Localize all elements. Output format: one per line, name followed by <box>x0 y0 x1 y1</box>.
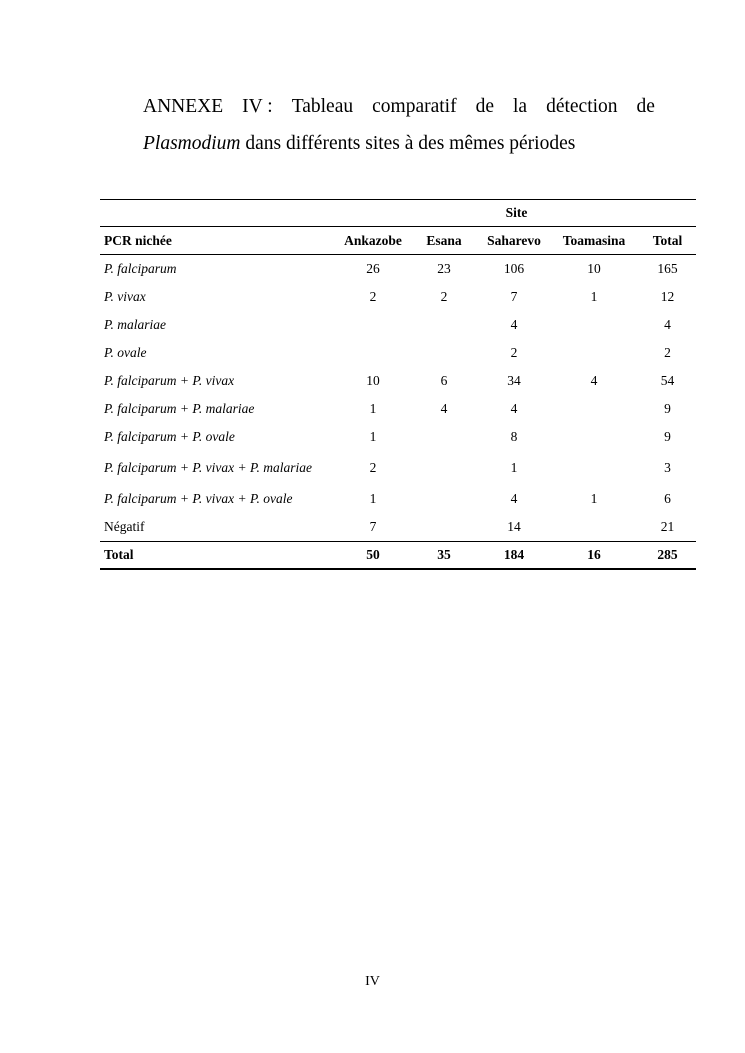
page-number: IV <box>365 974 380 989</box>
row-label: P. ovale <box>104 345 147 360</box>
table-row <box>100 451 696 485</box>
table-row <box>100 423 696 451</box>
cell-ankazobe: 10 <box>366 373 380 388</box>
row-label: P. falciparum + P. vivax <box>104 373 235 388</box>
cell-toamasina <box>549 423 639 451</box>
cell-toamasina <box>549 513 639 542</box>
cell-toamasina: 1 <box>590 491 598 506</box>
detection-table <box>100 199 696 570</box>
cell-ankazobe: 2 <box>369 289 377 304</box>
cell-total: 12 <box>660 289 675 304</box>
cell-saharevo: 14 <box>507 519 521 534</box>
cell-toamasina <box>549 339 639 367</box>
title-word: IV : <box>242 96 273 117</box>
total-esana: 35 <box>409 542 479 570</box>
cell-esana <box>409 423 479 451</box>
cell-toamasina: 1 <box>590 289 598 304</box>
cell-esana: 2 <box>440 289 448 304</box>
cell-total: 21 <box>660 519 675 534</box>
column-header-total: Total <box>639 227 696 255</box>
cell-toamasina <box>549 395 639 423</box>
cell-toamasina <box>549 451 639 485</box>
column-header-pcr: PCR nichée <box>100 227 337 255</box>
column-header-row <box>100 227 696 255</box>
title-word: comparatif <box>372 96 457 117</box>
row-label: P. falciparum + P. malariae <box>104 401 255 416</box>
cell-esana: 6 <box>440 373 448 388</box>
column-header-toamasina: Toamasina <box>549 227 639 255</box>
cell-esana: 23 <box>437 261 451 276</box>
cell-saharevo: 1 <box>510 460 518 475</box>
cell-saharevo: 8 <box>510 429 518 444</box>
row-label: P. falciparum + P. vivax + P. ovale <box>104 491 293 506</box>
total-toamasina: 16 <box>549 542 639 570</box>
cell-esana <box>409 451 479 485</box>
total-grand: 285 <box>639 542 696 570</box>
cell-esana <box>409 339 479 367</box>
table-row <box>100 283 696 311</box>
title-word: ANNEXE <box>143 96 224 117</box>
title-word: Tableau <box>291 96 354 117</box>
cell-ankazobe: 26 <box>366 261 380 276</box>
title-genus: Plasmodium <box>143 133 241 154</box>
cell-total: 6 <box>664 491 671 506</box>
cell-saharevo: 4 <box>510 491 518 506</box>
title-word: de <box>636 96 655 117</box>
cell-esana <box>409 513 479 542</box>
table-row <box>100 339 696 367</box>
cell-ankazobe: 7 <box>369 519 377 534</box>
cell-saharevo: 34 <box>507 373 521 388</box>
site-group-header: Site <box>337 200 696 227</box>
row-label: P. malariae <box>104 317 167 332</box>
cell-saharevo: 4 <box>510 401 518 416</box>
cell-total: 3 <box>664 460 671 475</box>
column-header-saharevo: Saharevo <box>479 227 549 255</box>
cell-total: 54 <box>660 373 675 388</box>
cell-esana <box>409 311 479 339</box>
cell-total: 9 <box>664 401 671 416</box>
total-label: Total <box>100 542 337 570</box>
cell-saharevo: 7 <box>510 289 518 304</box>
cell-toamasina: 10 <box>587 261 601 276</box>
cell-esana: 4 <box>440 401 448 416</box>
title-word: de <box>475 96 494 117</box>
site-header-row <box>100 200 696 227</box>
row-label: Négatif <box>104 519 145 534</box>
cell-ankazobe: 1 <box>369 429 377 444</box>
cell-saharevo: 2 <box>510 345 518 360</box>
row-label: P. vivax <box>104 289 146 304</box>
table-row <box>100 485 696 513</box>
row-label: P. falciparum <box>104 261 177 276</box>
table-row <box>100 513 696 542</box>
title-rest: dans différents sites à des mêmes périodes <box>240 133 576 154</box>
cell-ankazobe: 1 <box>369 491 377 506</box>
row-label: P. falciparum + P. vivax + P. malariae <box>104 460 312 475</box>
cell-saharevo: 4 <box>510 317 518 332</box>
table-row <box>100 395 696 423</box>
title-word: la <box>513 96 528 117</box>
cell-total: 4 <box>664 317 671 332</box>
title-word: détection <box>546 96 618 117</box>
column-header-ankazobe: Ankazobe <box>337 227 409 255</box>
cell-toamasina: 4 <box>590 373 598 388</box>
total-row <box>100 542 696 570</box>
cell-ankazobe: 1 <box>369 401 377 416</box>
title-line-2 <box>143 125 655 162</box>
cell-total: 2 <box>664 345 671 360</box>
table-row <box>100 311 696 339</box>
cell-ankazobe <box>337 339 409 367</box>
cell-ankazobe <box>337 311 409 339</box>
cell-total: 165 <box>657 261 678 276</box>
title-line-1 <box>143 88 655 125</box>
table-row <box>100 255 696 284</box>
cell-total: 9 <box>664 429 671 444</box>
annex-title <box>143 88 655 162</box>
cell-toamasina <box>549 311 639 339</box>
cell-saharevo: 106 <box>503 261 525 276</box>
column-header-esana: Esana <box>409 227 479 255</box>
cell-ankazobe: 2 <box>369 460 377 475</box>
row-label: P. falciparum + P. ovale <box>104 429 235 444</box>
cell-esana <box>409 485 479 513</box>
total-ankazobe: 50 <box>337 542 409 570</box>
table-row <box>100 367 696 395</box>
total-saharevo: 184 <box>479 542 549 570</box>
